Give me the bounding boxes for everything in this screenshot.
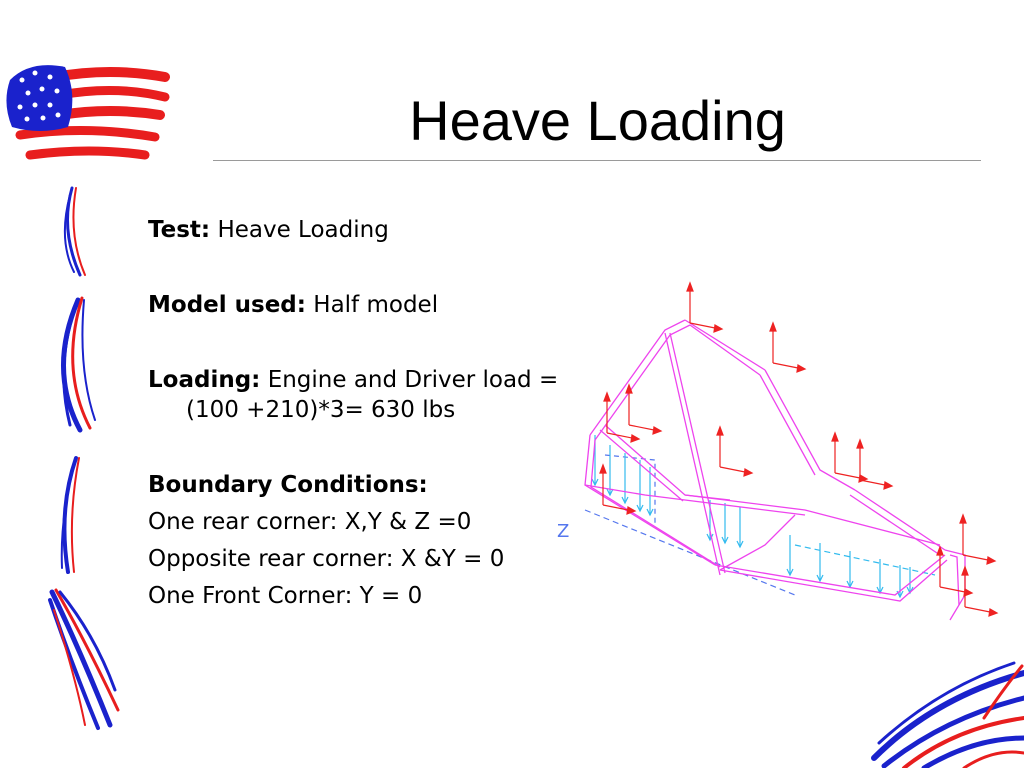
distributed-load-icon — [737, 507, 743, 547]
boundary-line: One Front Corner: Y = 0 — [148, 583, 423, 609]
distributed-load-icon — [637, 460, 643, 511]
load-arrow-icon — [604, 393, 639, 442]
distributed-load-icon — [877, 559, 883, 593]
test-line — [148, 215, 618, 245]
boundary-heading — [148, 470, 618, 500]
boundary-line: One rear corner: X,Y & Z =0 — [148, 509, 472, 535]
loading-value-line1: Engine and Driver load = — [267, 367, 559, 393]
title-divider — [213, 160, 981, 161]
load-arrow-icon — [857, 440, 892, 489]
distributed-load-icon — [607, 445, 613, 495]
slide-title: Heave Loading — [409, 89, 786, 152]
model-value: Half model — [313, 292, 439, 318]
loading-value-line2: (100 +210)*3= 630 lbs — [186, 397, 456, 423]
brush-corner-bottom-right — [864, 658, 1024, 768]
load-arrow-icon — [832, 433, 867, 482]
distributed-load-icon — [907, 567, 913, 593]
boundary-line: Opposite rear corner: X &Y = 0 — [148, 546, 505, 572]
frame-members — [585, 320, 965, 620]
distributed-load-icon — [622, 453, 628, 503]
test-value: Heave Loading — [217, 217, 389, 243]
loading-line — [148, 365, 618, 425]
model-label: Model used: — [148, 292, 306, 318]
distributed-load-icon — [817, 543, 823, 581]
distributed-load-icon — [787, 535, 793, 575]
load-arrow-icon — [717, 427, 752, 476]
frame-diagram — [555, 275, 1005, 625]
model-line — [148, 290, 618, 320]
slide-body — [148, 215, 618, 611]
boundary-label: Boundary Conditions: — [148, 472, 428, 498]
axis-label-z: Z — [557, 521, 570, 542]
applied-load-arrows — [600, 283, 997, 616]
load-arrow-icon — [770, 323, 805, 372]
test-label: Test: — [148, 217, 211, 243]
brush-strokes-left — [40, 180, 160, 740]
load-arrow-icon — [626, 385, 661, 434]
distributed-load-icon — [722, 503, 728, 543]
loading-label: Loading: — [148, 367, 261, 393]
load-arrow-icon — [600, 465, 635, 514]
